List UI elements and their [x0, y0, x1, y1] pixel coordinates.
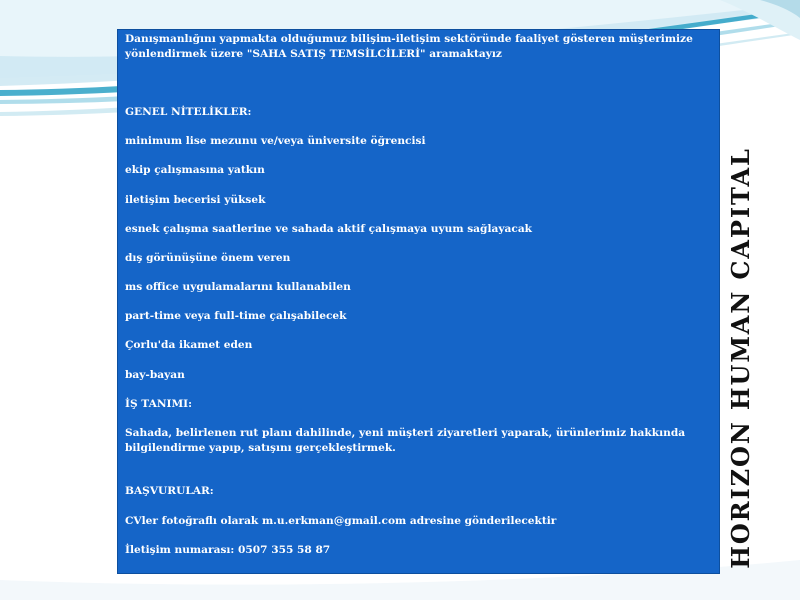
company-name-text: HORIZON HUMAN CAPITAL — [726, 147, 755, 569]
qualification-item: esnek çalışma saatlerine ve sahada aktif çalışmaya uyum sağlayacak — [125, 222, 533, 235]
heading-general-qualifications: GENEL NİTELİKLER: — [125, 105, 252, 118]
qualification-item: part-time veya full-time çalışabilecek — [125, 310, 347, 323]
heading-applications: BAŞVURULAR: — [125, 485, 214, 498]
qualification-item: Çorlu'da ikamet eden — [125, 339, 253, 352]
job-posting-box — [117, 29, 720, 574]
company-name-vertical — [726, 142, 756, 574]
intro-paragraph: Danışmanlığını yapmakta olduğumuz bilişim-iletişim sektöründe faaliyet gösteren müşterimize yönlendirmek üzere "SAHA SATIŞ TEMSİLCİLERİ" aramaktayız — [125, 33, 693, 60]
qualification-item: bay-bayan — [125, 368, 185, 381]
application-instructions: CVler fotoğraflı olarak m.u.erkman@gmail.com adresine gönderilecektir — [125, 514, 557, 527]
qualification-item: ms office uygulamalarını kullanabilen — [125, 281, 351, 294]
heading-job-description: İŞ TANIMI: — [125, 397, 193, 410]
contact-number: İletişim numarası: 0507 355 58 87 — [125, 543, 331, 556]
qualification-item: iletişim becerisi yüksek — [125, 193, 266, 206]
qualification-item: dış görünüşüne önem veren — [125, 251, 291, 264]
job-description-text: Sahada, belirlenen rut planı dahilinde, yeni müşteri ziyaretleri yaparak, ürünlerimiz hakkında bilgilendirme yapıp, satışını gerçekleştirmek. — [125, 427, 686, 454]
qualification-item: minimum lise mezunu ve/veya üniversite öğrencisi — [125, 135, 426, 148]
qualification-item: ekip çalışmasına yatkın — [125, 164, 265, 177]
